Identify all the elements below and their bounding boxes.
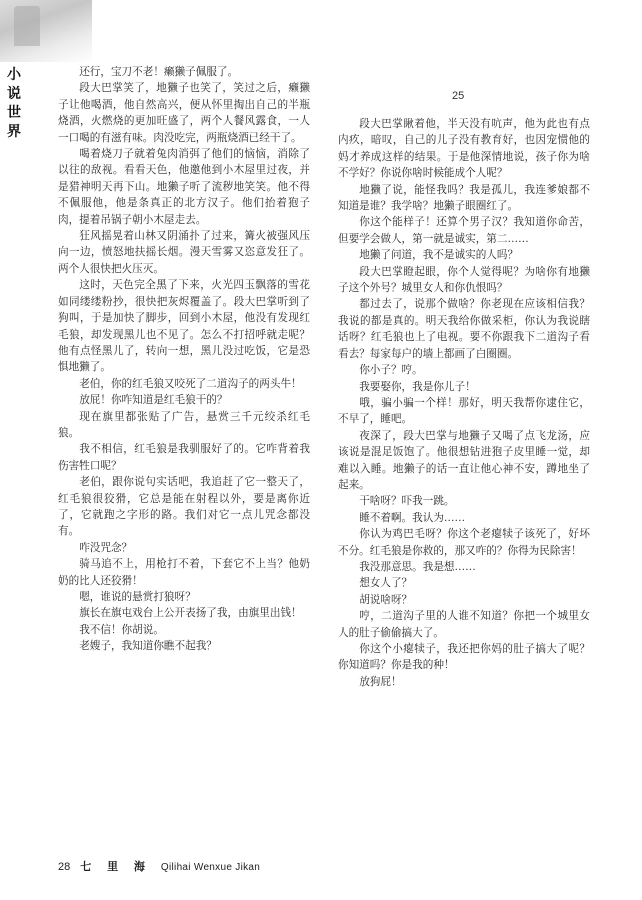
paragraph: 老嫂子，我知道你瞧不起我？ [79, 640, 217, 653]
paragraph: 这时，天色完全黑了下来，火光四玉飘落的雪花如同缕缕粉抄，很快把灰烬覆盖了。段大巴掌听到了狗叫，于是加快了脚步，回到小木屋，他没有发现红毛狼，却发现黑儿也不见了。怎么不打招呼就走呢？他有点怪黑儿了，转向一想，黑儿没过吃饭，它是恐惧地獭了。 [58, 279, 310, 374]
text-column-left [58, 64, 310, 655]
paragraph: 段大巴掌瞅着他，半天没有吭声，他为此也有点内疚，暗叹，自己的儿子没有教育好，也因宠惯他的妈才养成这样的结果。于是他深情地说，孩子你为啥不学好？你说你啥时候能成个人呢？ [338, 118, 590, 180]
paragraph: 段大巴掌笑了，地獭子也笑了，笑过之后，癞獭子让他喝酒，他自然高兴，便从怀里掏出自己的半瓶烧酒，火燃烧的更加旺盛了，两个人餐风露食，一人一口喝的有滋有味。肉没吃完，两瓶烧酒已经干了。 [58, 82, 310, 144]
paragraph: 放屁！你咋知道是红毛狼干的？ [79, 394, 228, 407]
page-number-right: 25 [452, 90, 465, 102]
magazine-title: 七 里 海 [80, 860, 151, 873]
paragraph: 哦，骗小骗一个样！那好，明天我帮你逮住它，不早了，睡吧。 [338, 396, 590, 426]
paragraph: 嗯，谁说的悬赏打狼呀？ [79, 591, 196, 603]
corner-decorative-image [0, 0, 92, 62]
paragraph: 睡不着啊。我认为…… [359, 511, 466, 524]
paragraph: 你这个能样子！还算个男子汉？我知道你命苦，但要学会做人，第一就是诚实，第二…… [338, 216, 590, 245]
paragraph: 旗长在旗屯戏台上公开表扬了我，由旗里出钱！ [79, 607, 302, 620]
paragraph: 骑马追不上，用枪打不着，下套它不上当？他奶奶的比人还狡猾！ [58, 558, 310, 587]
paragraph: 胡说啥呀？ [359, 593, 413, 606]
paragraph: 段大巴掌瞪起眼，你个人觉得呢？为啥你有地獭子这个外号？城里女人和你仇恨吗？ [338, 265, 590, 295]
paragraph: 地獭了问道，我不是诚实的人吗？ [359, 249, 519, 262]
paragraph: 咋没咒念？ [79, 541, 133, 554]
paragraph: 老伯，你的红毛狼又咬死了二道沟子的两头牛！ [79, 377, 302, 390]
paragraph: 地獭了说，能怪我吗？我是孤儿，我连爹娘都不知道是谁？我学啥？地獭子眼圈红了。 [338, 183, 590, 213]
paragraph: 你这个小瘪犊子，我还把你妈的肚子搞大了呢？你知道吗？你是我的种！ [338, 643, 590, 672]
paragraph: 哼，二道沟子里的人谁不知道？你把一个城里女人的肚子偷偷搞大了。 [338, 610, 590, 639]
paragraph: 现在旗里都张贴了广告，悬赏三千元绞杀红毛狼。 [58, 410, 310, 439]
paragraph: 我不信！你胡说。 [79, 623, 164, 636]
footer-page-number: 28 [58, 861, 71, 873]
paragraph: 喝着烧刀子就着兔肉消弭了他们的恼恼，消除了以往的敌视。看看天色，他邀他到小木屋里过夜，并是猎神明天再下山。地獭子听了流秽地笑笑。他不得不佩服他，他是条真正的北方汉子。他们抬着狍子肉，提着吊锅子朝小木屋走去。 [58, 148, 310, 226]
paragraph: 夜深了，段大巴掌与地獭子又喝了点飞龙汤，应该说是混足饭饱了。他很想钻进狍子皮里睡一觉，却难以入睡。地獭子的话一直让他心神不安，蹲地坐了起来。 [338, 429, 590, 491]
paragraph: 都过去了，说那个做啥？你老现在应该相信我？我说的都是真的。明天我给你做采柜，你认为我说瞎话呀？红毛狼也上了电视。要不你跟我下二道沟子看看去？每家每户的墙上都画了白圈圈。 [338, 298, 590, 360]
paragraph: 想女人了？ [359, 577, 413, 590]
paragraph: 放狗屁！ [359, 675, 402, 688]
page-footer [58, 858, 260, 874]
paragraph: 狂风摇晃着山林又阴涌扑了过来，篝火被强风压向一边，愤怒地扶摇长烟。漫天雪雾又恣意发狂了。两个人很快把火压灭。 [58, 230, 310, 275]
paragraph: 你认为鸡巴毛呀？你这个老瘪犊子该死了，好坏不分。红毛狼是你救的，那又咋的？你得为民除害！ [338, 528, 590, 557]
paragraph: 老伯，跟你说句实话吧，我追赶了它一整天了，红毛狼很狡猾，它总是能在射程以外，要是离你近了，它就跑之字形的路。我们对它一点儿咒念都没有。 [58, 476, 310, 538]
section-label: 小说世界 [7, 67, 21, 140]
paragraph: 干啥呀？吓我一跳。 [359, 495, 455, 508]
text-column-right [338, 116, 590, 690]
paragraph: 还行，宝刀不老！癞獭子佩服了。 [79, 66, 239, 78]
magazine-romanized-title: Qilihai Wenxue Jikan [160, 862, 261, 873]
paragraph: 我不相信，红毛狼是我驯服好了的。它咋背着我伤害牲口呢？ [58, 443, 310, 472]
paragraph: 你小子？哼。 [359, 364, 423, 377]
paragraph: 我没那意思。我是想…… [359, 560, 476, 573]
paragraph: 我要娶你，我是你儿子！ [359, 380, 476, 393]
